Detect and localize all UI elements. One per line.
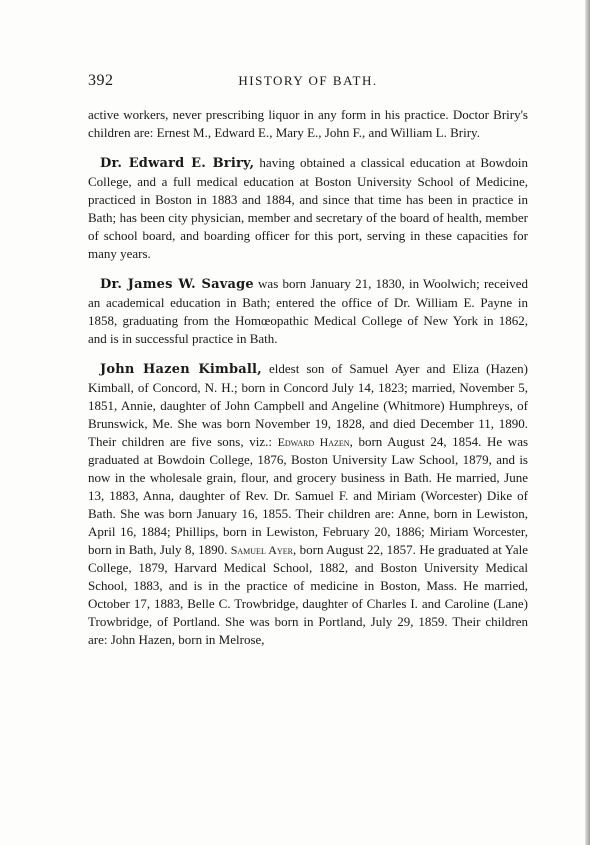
paragraph-text: having obtained a classical education at Bowdoin College, and a full medical education at Boston University School of Medicine, practiced in Boston in 1883 and 1884, and since that time has been in practice in Bath; has been city physician, member and secretary of the board of health, member of school board, and boarding officer for this port, serving in these capacities for many years. — [88, 155, 528, 261]
paragraph-text: active workers, never prescribing liquor in any form in his practice. Doctor Briry's children are: Ernest M., Edward E., Mary E., John F., and William L. Briry. — [88, 107, 528, 140]
page-edge-shadow — [585, 0, 590, 845]
page-header — [88, 72, 528, 96]
running-head: HISTORY OF BATH. — [238, 73, 378, 88]
small-caps-name: Edward Hazen — [277, 435, 350, 449]
page-number: 392 — [88, 72, 114, 89]
paragraph-continuation — [88, 106, 528, 142]
paragraph-text: was born January 21, 1830, in Woolwich; received an academical education in Bath; entered the office of Dr. William E. Payne in 1858, graduating from the Homœopathic Medical College of New York in 1862, and is in successful practice in Bath. — [88, 276, 528, 346]
entry-name: Dr. Edward E. Briry, — [100, 156, 255, 171]
entry-name: Dr. James W. Savage — [100, 277, 254, 292]
paragraph-text: , born August 22, 1857. He graduated at Yale College, 1879, Harvard Medical School, 1882, and Boston University Medical School, 1883, and is in the practice of medicine in Boston, Mass. He married, October 17, 1883, Belle C. Trowbridge, daughter of Charles I. and Caroline (Lane) Trowbridge, of Portland. She was born in Portland, July 29, 1859. Their children are: John Hazen, born in Melrose, — [88, 542, 529, 647]
page-body — [88, 106, 528, 649]
paragraph-text: , born August 24, 1854. He was graduated at Bowdoin College, 1876, Boston University Law School, 1879, and is now in the wholesale grain, flour, and grocery business in Bath. He married, June 13, 1883, Anna, daughter of Rev. Dr. Samuel F. and Miriam (Worcester) Dike of Bath. She was born January 16, 1855. Their children are: Anne, born in Lewiston, April 16, 1884; Phillips, born in Lewiston, February 20, 1886; Miriam Worcester, born in Bath, July 8, 1890. — [88, 434, 529, 557]
paragraph-edward-briry — [88, 154, 528, 263]
paragraph-john-hazen-kimball — [88, 360, 528, 649]
entry-name: John Hazen Kimball, — [100, 362, 262, 377]
paragraph-text: eldest son of Samuel Ayer and Eliza (Hazen) Kimball, of Concord, N. H.; born in Concord July 14, 1823; married, November 5, 1851, Annie, daughter of John Campbell and Angeline (Whitmore) Humphreys, of Brunswick, Me. She was born November 19, 1828, and died December 11, 1890. Their children are five sons, viz.: — [88, 361, 528, 449]
paragraph-james-savage — [88, 275, 528, 348]
small-caps-name: Samuel Ayer — [230, 543, 293, 557]
